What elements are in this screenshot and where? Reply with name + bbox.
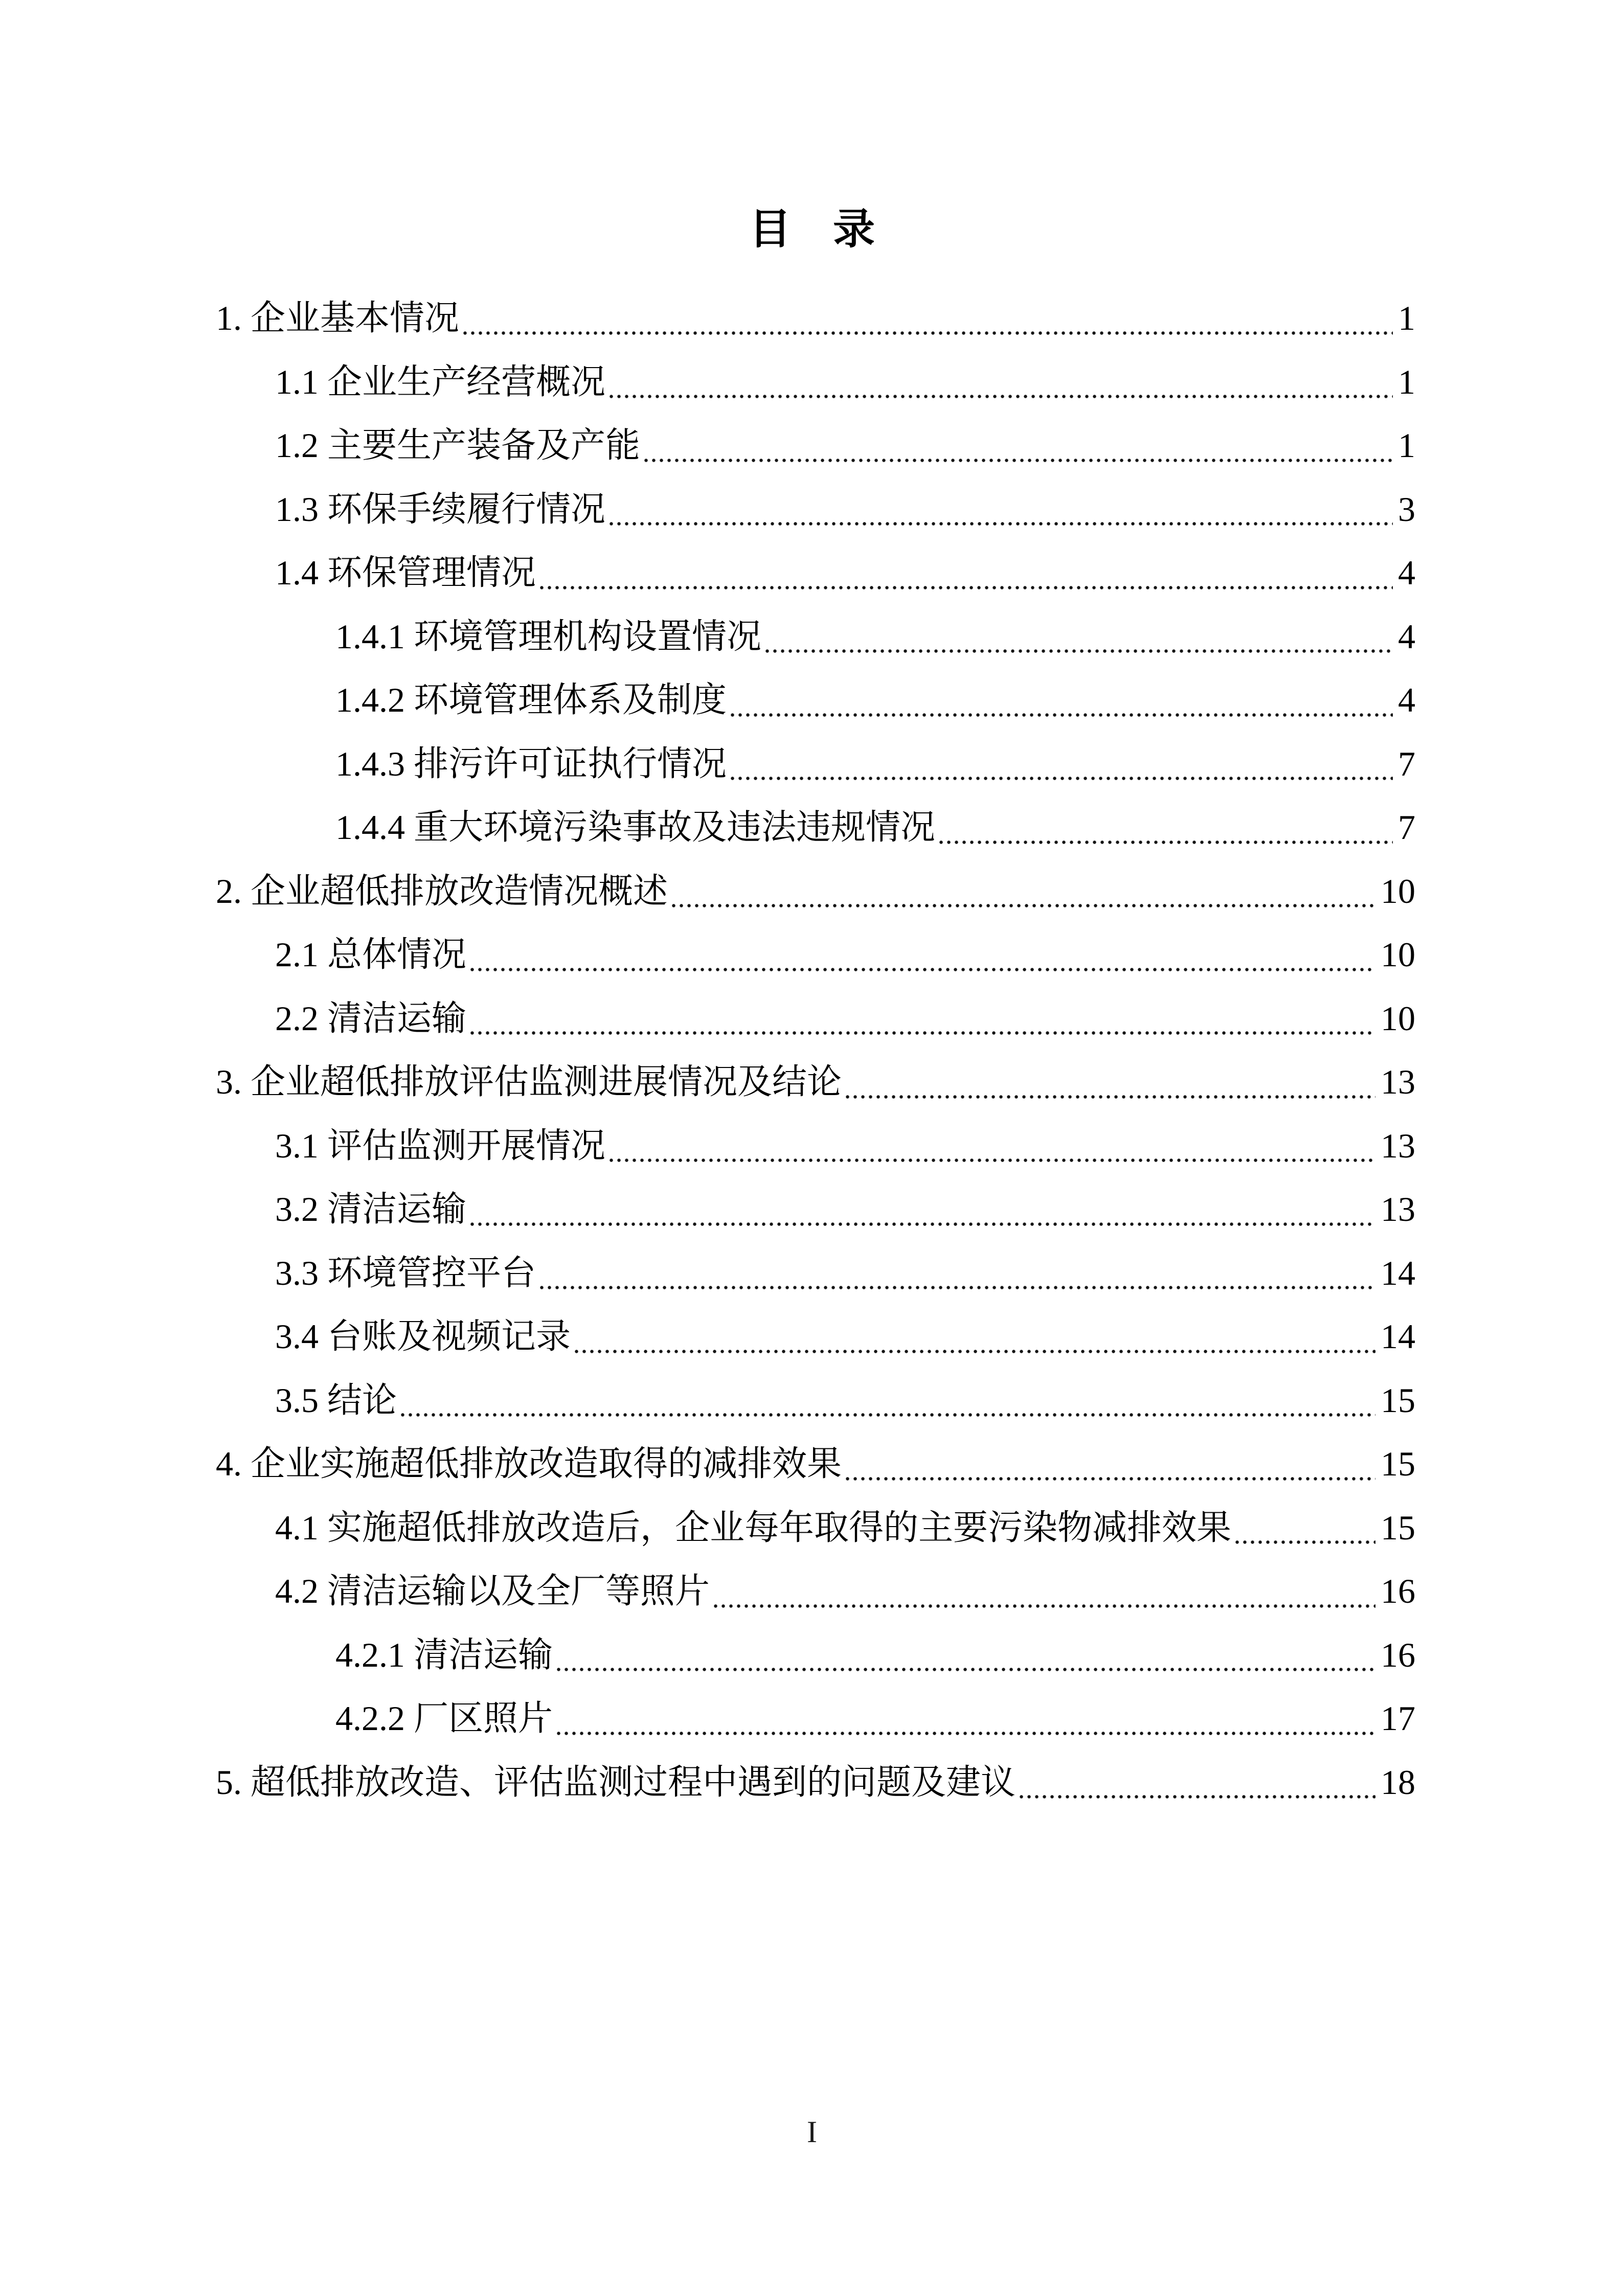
toc-entry-label[interactable]: 1.3 环保手续履行情况 xyxy=(275,489,606,529)
toc-dot-leader xyxy=(463,331,1393,335)
toc-entry-label[interactable]: 4.2 清洁运输以及全厂等照片 xyxy=(275,1572,710,1610)
toc-entry[interactable] xyxy=(216,1114,1415,1178)
toc-entry-page: 4 xyxy=(1398,617,1415,656)
toc-entry[interactable] xyxy=(216,1751,1415,1814)
toc-entry[interactable] xyxy=(216,859,1415,923)
toc-entry-page: 15 xyxy=(1381,1508,1415,1547)
toc-entry-page: 16 xyxy=(1381,1572,1415,1610)
toc-dot-leader xyxy=(610,395,1393,398)
toc-entry-label[interactable]: 1.4.1 环境管理机构设置情况 xyxy=(335,617,762,656)
toc-entry[interactable] xyxy=(216,478,1415,541)
toc-entry[interactable] xyxy=(216,605,1415,669)
toc-dot-leader xyxy=(575,1350,1375,1353)
toc-entry-label[interactable]: 2. 企业超低排放改造情况概述 xyxy=(216,871,668,911)
toc-list xyxy=(216,286,1415,1814)
toc-entry-label[interactable]: 1. 企业基本情况 xyxy=(216,299,460,337)
toc-entry-page: 3 xyxy=(1398,489,1415,529)
toc-entry-page: 15 xyxy=(1381,1444,1415,1483)
toc-entry-label[interactable]: 2.2 清洁运输 xyxy=(275,998,467,1038)
toc-entry-label[interactable]: 4.2.1 清洁运输 xyxy=(335,1635,553,1674)
toc-entry-label[interactable]: 1.4.2 环境管理体系及制度 xyxy=(335,680,727,719)
toc-entry-label[interactable]: 3.5 结论 xyxy=(275,1380,397,1420)
toc-dot-leader xyxy=(540,586,1393,589)
toc-entry-label[interactable]: 4. 企业实施超低排放改造取得的减排效果 xyxy=(216,1444,842,1483)
toc-entry[interactable] xyxy=(216,795,1415,859)
toc-entry-page: 15 xyxy=(1381,1380,1415,1420)
toc-entry-page: 1 xyxy=(1398,299,1415,337)
toc-entry[interactable] xyxy=(216,1496,1415,1560)
toc-entry-page: 4 xyxy=(1398,553,1415,592)
toc-dot-leader xyxy=(672,904,1375,907)
toc-entry-page: 1 xyxy=(1398,426,1415,465)
page-title: 目 录 xyxy=(749,206,875,253)
toc-dot-leader xyxy=(470,968,1375,971)
toc-entry[interactable] xyxy=(216,286,1415,350)
toc-entry-label[interactable]: 2.1 总体情况 xyxy=(275,935,467,974)
toc-entry-page: 4 xyxy=(1398,680,1415,719)
toc-dot-leader xyxy=(1020,1795,1375,1799)
toc-dot-leader xyxy=(401,1413,1375,1417)
toc-entry[interactable] xyxy=(216,987,1415,1051)
toc-entry-page: 17 xyxy=(1381,1699,1415,1738)
toc-entry-page: 13 xyxy=(1381,1062,1415,1101)
toc-entry-label[interactable]: 3.3 环境管控平台 xyxy=(275,1253,536,1292)
toc-dot-leader xyxy=(1235,1540,1375,1544)
toc-entry-label[interactable]: 4.1 实施超低排放改造后，企业每年取得的主要污染物减排效果 xyxy=(275,1508,1232,1547)
toc-entry-label[interactable]: 1.1 企业生产经营概况 xyxy=(275,362,606,401)
toc-dot-leader xyxy=(610,1158,1375,1162)
toc-entry-page: 10 xyxy=(1381,871,1415,911)
toc-entry[interactable] xyxy=(216,1623,1415,1687)
toc-entry[interactable] xyxy=(216,1559,1415,1623)
toc-entry[interactable] xyxy=(216,668,1415,732)
toc-entry[interactable] xyxy=(216,1305,1415,1369)
toc-entry[interactable] xyxy=(216,1177,1415,1241)
toc-entry[interactable] xyxy=(216,541,1415,605)
toc-entry-page: 1 xyxy=(1398,362,1415,401)
toc-dot-leader xyxy=(731,713,1393,717)
toc-entry[interactable] xyxy=(216,1241,1415,1305)
toc-entry-label[interactable]: 5. 超低排放改造、评估监测过程中遇到的问题及建议 xyxy=(216,1762,1016,1802)
toc-dot-leader xyxy=(714,1604,1375,1608)
toc-dot-leader xyxy=(846,1095,1375,1099)
toc-dot-leader xyxy=(610,522,1393,526)
toc-entry-page: 7 xyxy=(1398,744,1415,783)
toc-entry-page: 10 xyxy=(1381,998,1415,1038)
toc-dot-leader xyxy=(731,777,1393,780)
toc-entry-label[interactable]: 1.4 环保管理情况 xyxy=(275,553,536,592)
toc-dot-leader xyxy=(540,1286,1375,1289)
toc-entry-page: 13 xyxy=(1381,1126,1415,1165)
toc-dot-leader xyxy=(470,1222,1375,1226)
toc-entry-label[interactable]: 1.2 主要生产装备及产能 xyxy=(275,426,641,465)
toc-dot-leader xyxy=(470,1031,1375,1035)
toc-entry-page: 16 xyxy=(1381,1635,1415,1674)
toc-entry-label[interactable]: 3.1 评估监测开展情况 xyxy=(275,1126,606,1165)
toc-entry-label[interactable]: 3.2 清洁运输 xyxy=(275,1190,467,1229)
toc-entry-page: 18 xyxy=(1381,1762,1415,1802)
toc-entry-label[interactable]: 1.4.4 重大环境污染事故及违法违规情况 xyxy=(335,808,936,847)
toc-entry[interactable] xyxy=(216,732,1415,796)
toc-entry-page: 14 xyxy=(1381,1317,1415,1356)
toc-entry[interactable] xyxy=(216,1432,1415,1496)
toc-entry-label[interactable]: 1.4.3 排污许可证执行情况 xyxy=(335,744,727,783)
toc-entry-label[interactable]: 3. 企业超低排放评估监测进展情况及结论 xyxy=(216,1062,842,1101)
toc-dot-leader xyxy=(557,1668,1375,1671)
toc-entry[interactable] xyxy=(216,1687,1415,1751)
toc-dot-leader xyxy=(765,649,1393,653)
toc-entry-page: 14 xyxy=(1381,1253,1415,1292)
toc-entry-label[interactable]: 3.4 台账及视频记录 xyxy=(275,1317,571,1356)
toc-entry[interactable] xyxy=(216,923,1415,987)
toc-dot-leader xyxy=(557,1732,1375,1735)
toc-entry[interactable] xyxy=(216,414,1415,478)
toc-dot-leader xyxy=(939,840,1393,844)
toc-entry-label[interactable]: 4.2.2 厂区照片 xyxy=(335,1699,553,1738)
toc-dot-leader xyxy=(846,1477,1375,1481)
toc-entry[interactable] xyxy=(216,350,1415,414)
toc-entry-page: 13 xyxy=(1381,1190,1415,1229)
toc-entry[interactable] xyxy=(216,1050,1415,1114)
footer-page-number: I xyxy=(807,2115,817,2149)
toc-entry-page: 10 xyxy=(1381,935,1415,974)
toc-entry-page: 7 xyxy=(1398,808,1415,847)
toc-entry[interactable] xyxy=(216,1369,1415,1433)
toc-dot-leader xyxy=(644,459,1393,462)
